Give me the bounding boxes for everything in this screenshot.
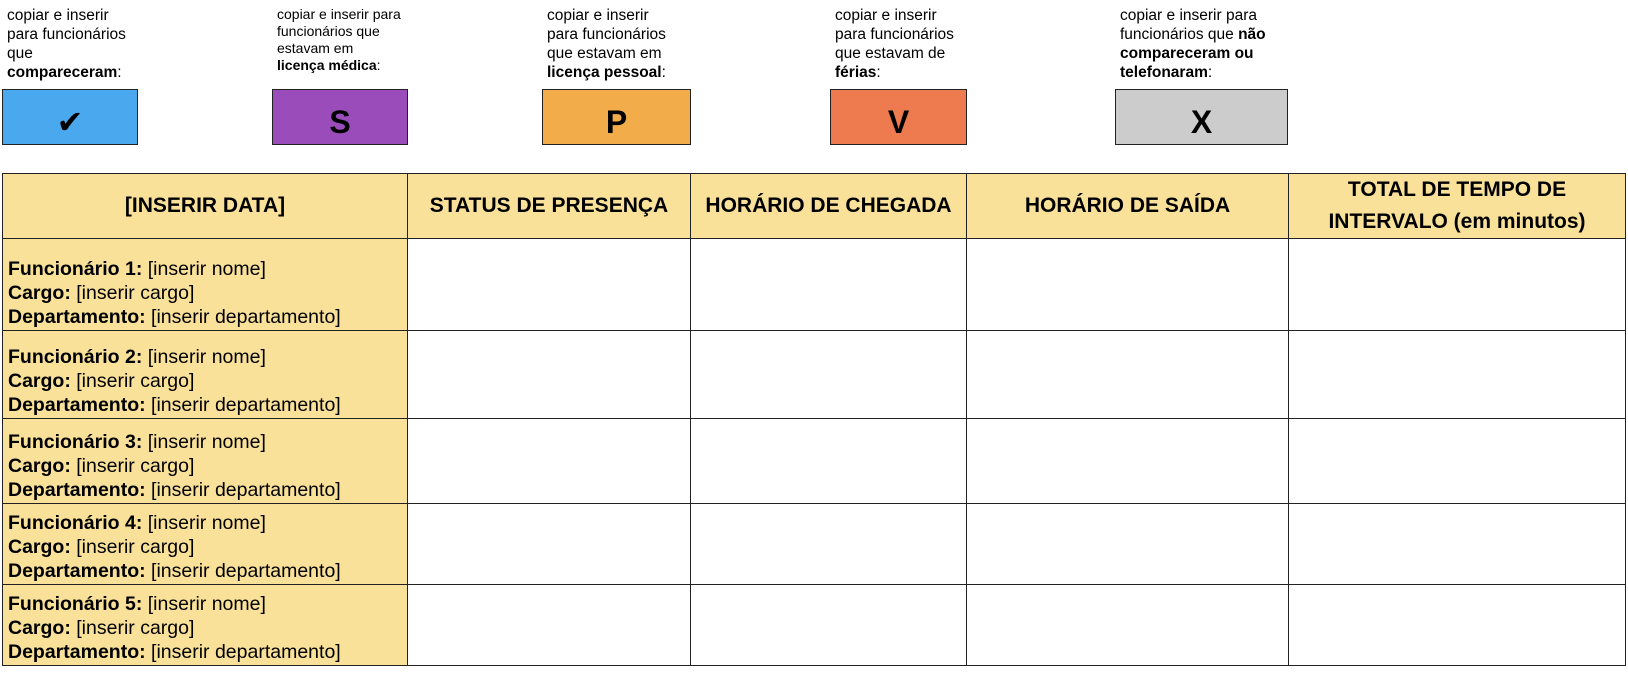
status-cell[interactable] [408,585,691,666]
checkmark-icon: ✔ [56,104,84,140]
status-cell[interactable] [408,504,691,585]
legend-symbol-p: P [605,104,628,140]
arrival-cell[interactable] [691,585,967,666]
legend-text-faltas: copiar e inserir para funcionários que não compareceram ou telefonaram: [1120,7,1266,81]
table-row [3,239,1626,331]
arrival-cell[interactable] [691,504,967,585]
header-departure[interactable]: HORÁRIO DE SAÍDA [967,174,1289,239]
legend-symbol-v: V [887,104,910,140]
employee-name-line: Funcionário 3: [inserir nome] [8,431,266,453]
employee-name-line: Funcionário 2: [inserir nome] [8,346,266,368]
status-cell[interactable] [408,331,691,419]
break-total-cell[interactable] [1289,331,1626,419]
break-total-cell[interactable] [1289,239,1626,331]
employee-name-line: Funcionário 4: [inserir nome] [8,512,266,534]
employee-dept-line: Departamento: [inserir departamento] [8,394,341,416]
legend-symbol-s: S [329,104,351,140]
legend-text-licenca-pessoal: copiar e inserir para funcionários que estavam em licença pessoal: [547,7,666,81]
employee-cargo-line: Cargo: [inserir cargo] [8,282,195,304]
legend-text-licenca-medica: copiar e inserir para funcionários que estavam em licença médica: [277,6,401,73]
departure-cell[interactable] [967,239,1289,331]
departure-cell[interactable] [967,419,1289,504]
legend-box-absent[interactable] [1115,89,1288,145]
legend-box-personal-leave[interactable] [542,89,691,145]
departure-cell[interactable] [967,331,1289,419]
employee-info-cell[interactable] [3,331,408,419]
legend-text-ferias: copiar e inserir para funcionários que estavam de férias: [835,7,954,81]
legend-box-sick-leave[interactable] [272,89,408,145]
break-total-cell[interactable] [1289,585,1626,666]
header-arrival[interactable]: HORÁRIO DE CHEGADA [691,174,967,239]
header-break-total[interactable]: TOTAL DE TEMPO DE INTERVALO (em minutos) [1289,174,1626,239]
employee-dept-line: Departamento: [inserir departamento] [8,641,341,663]
arrival-cell[interactable] [691,419,967,504]
departure-cell[interactable] [967,585,1289,666]
table-row [3,331,1626,419]
employee-info-cell[interactable] [3,585,408,666]
employee-cargo-line: Cargo: [inserir cargo] [8,455,195,477]
employee-name-line: Funcionário 1: [inserir nome] [8,258,266,280]
legend-text-compareceram: copiar e inserir para funcionários que compareceram: [7,7,126,81]
employee-info-cell[interactable] [3,419,408,504]
status-cell[interactable] [408,419,691,504]
header-date[interactable]: [INSERIR DATA] [3,174,408,239]
table-row [3,419,1626,504]
legend-box-present[interactable] [2,89,138,145]
departure-cell[interactable] [967,504,1289,585]
status-cell[interactable] [408,239,691,331]
legend-symbol-x: X [1190,104,1213,140]
employee-cargo-line: Cargo: [inserir cargo] [8,370,195,392]
employee-dept-line: Departamento: [inserir departamento] [8,479,341,501]
break-total-cell[interactable] [1289,419,1626,504]
employee-name-line: Funcionário 5: [inserir nome] [8,593,266,615]
employee-dept-line: Departamento: [inserir departamento] [8,560,341,582]
employee-info-cell[interactable] [3,239,408,331]
header-status[interactable]: STATUS DE PRESENÇA [408,174,691,239]
legend-box-vacation[interactable] [830,89,967,145]
break-total-cell[interactable] [1289,504,1626,585]
arrival-cell[interactable] [691,239,967,331]
employee-dept-line: Departamento: [inserir departamento] [8,306,341,328]
header-row [3,174,1626,239]
employee-cargo-line: Cargo: [inserir cargo] [8,617,195,639]
arrival-cell[interactable] [691,331,967,419]
attendance-table [2,173,1626,666]
table-row [3,585,1626,666]
employee-info-cell[interactable] [3,504,408,585]
employee-cargo-line: Cargo: [inserir cargo] [8,536,195,558]
table-row [3,504,1626,585]
